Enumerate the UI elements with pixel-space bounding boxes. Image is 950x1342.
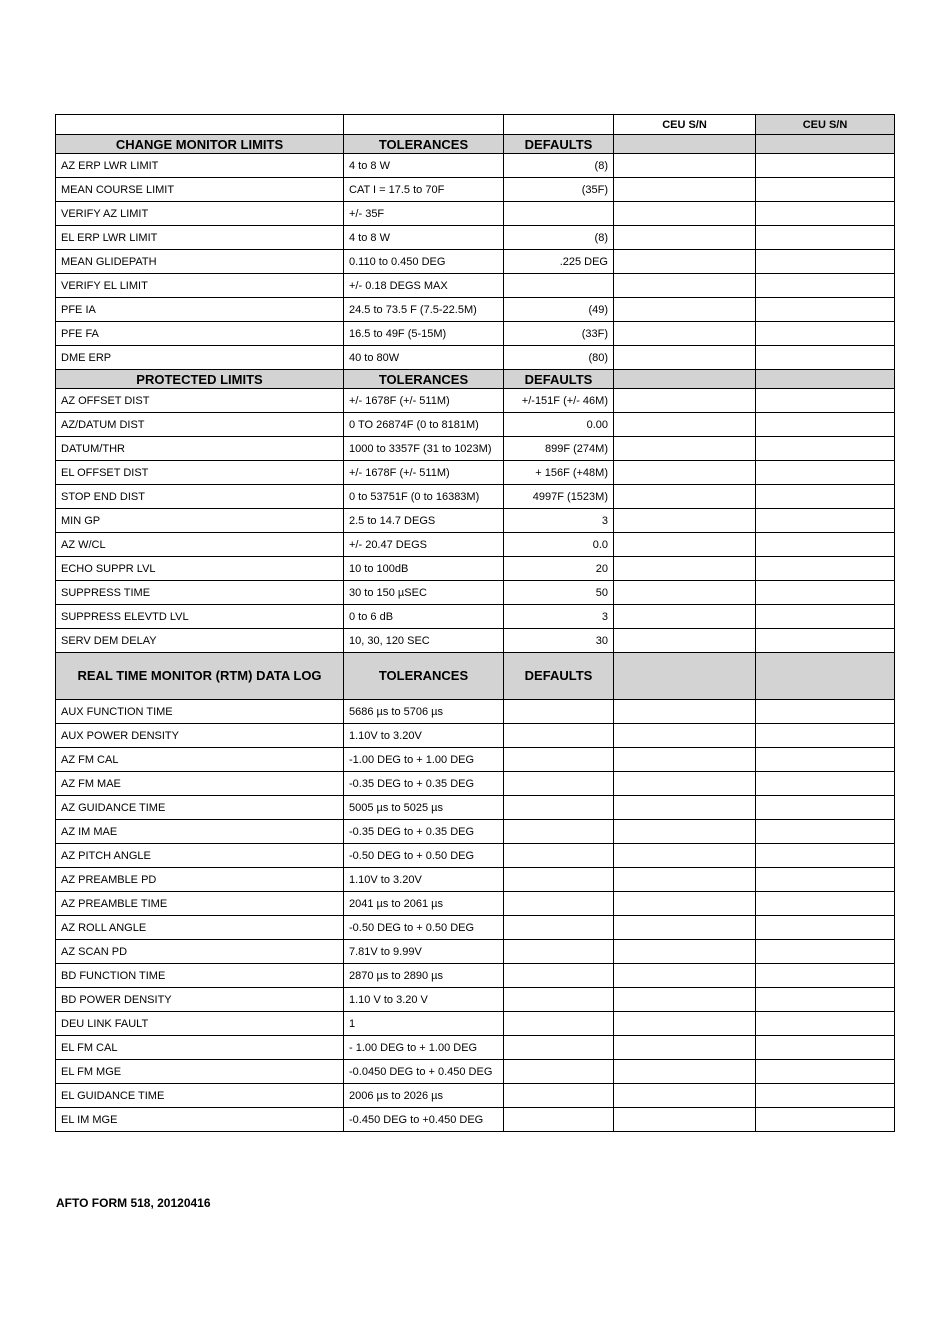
- table-row: [56, 940, 895, 964]
- default-value: [504, 868, 614, 892]
- default-value: [504, 820, 614, 844]
- parameter-name: DEU LINK FAULT: [56, 1012, 344, 1036]
- table-row: [56, 581, 895, 605]
- tolerance-value: 1.10V to 3.20V: [344, 868, 504, 892]
- ceu-sn-1-entry-field[interactable]: [614, 605, 756, 629]
- tolerance-value: 16.5 to 49F (5-15M): [344, 322, 504, 346]
- parameter-name: BD FUNCTION TIME: [56, 964, 344, 988]
- tolerances-column-header: TOLERANCES: [344, 653, 504, 700]
- parameter-name: PFE FA: [56, 322, 344, 346]
- ceu-sn-2-entry-field[interactable]: [756, 533, 895, 557]
- default-value: (33F): [504, 322, 614, 346]
- table-row: [56, 322, 895, 346]
- default-value: [504, 796, 614, 820]
- table-row: [56, 605, 895, 629]
- tolerances-column-header: TOLERANCES: [344, 370, 504, 389]
- ceu-sn-2-entry-field[interactable]: [756, 988, 895, 1012]
- ceu-sn-1-entry-field[interactable]: [614, 988, 756, 1012]
- parameter-name: STOP END DIST: [56, 485, 344, 509]
- parameter-name: EL FM MGE: [56, 1060, 344, 1084]
- tolerance-value: 24.5 to 73.5 F (7.5-22.5M): [344, 298, 504, 322]
- tolerance-value: +/- 20.47 DEGS: [344, 533, 504, 557]
- default-value: 0.00: [504, 413, 614, 437]
- ceu-sn-1-entry-field[interactable]: [614, 274, 756, 298]
- ceu-sn-1-entry-field[interactable]: [614, 629, 756, 653]
- ceu-sn-1-entry-field[interactable]: [614, 772, 756, 796]
- ceu-sn-1-entry-field[interactable]: [614, 322, 756, 346]
- parameter-name: AZ FM CAL: [56, 748, 344, 772]
- tolerance-value: 4 to 8 W: [344, 154, 504, 178]
- section-title: PROTECTED LIMITS: [56, 370, 344, 389]
- tolerance-value: 10, 30, 120 SEC: [344, 629, 504, 653]
- form-footer: AFTO FORM 518, 20120416: [56, 1196, 211, 1210]
- tolerance-value: 40 to 80W: [344, 346, 504, 370]
- ceu-sn-1-section-cell: [614, 653, 756, 700]
- table-row: [56, 485, 895, 509]
- parameter-name: MEAN COURSE LIMIT: [56, 178, 344, 202]
- tolerance-value: CAT I = 17.5 to 70F: [344, 178, 504, 202]
- parameter-name: AUX POWER DENSITY: [56, 724, 344, 748]
- default-value: .225 DEG: [504, 250, 614, 274]
- ceu-sn-header-2: CEU S/N: [756, 115, 895, 135]
- tolerance-value: +/- 0.18 DEGS MAX: [344, 274, 504, 298]
- ceu-sn-1-entry-field[interactable]: [614, 1084, 756, 1108]
- ceu-sn-2-entry-field[interactable]: [756, 202, 895, 226]
- ceu-sn-2-entry-field[interactable]: [756, 250, 895, 274]
- table-row: [56, 154, 895, 178]
- tolerance-value: 5005 µs to 5025 µs: [344, 796, 504, 820]
- ceu-sn-1-entry-field[interactable]: [614, 154, 756, 178]
- ceu-sn-header-1: CEU S/N: [614, 115, 756, 135]
- ceu-sn-1-entry-field[interactable]: [614, 533, 756, 557]
- parameter-name: MIN GP: [56, 509, 344, 533]
- parameter-name: PFE IA: [56, 298, 344, 322]
- default-value: [504, 988, 614, 1012]
- default-value: [504, 700, 614, 724]
- ceu-sn-2-entry-field[interactable]: [756, 916, 895, 940]
- parameter-name: AUX FUNCTION TIME: [56, 700, 344, 724]
- parameter-name: SUPPRESS ELEVTD LVL: [56, 605, 344, 629]
- ceu-sn-1-entry-field[interactable]: [614, 226, 756, 250]
- default-value: [504, 1084, 614, 1108]
- defaults-column-header: DEFAULTS: [504, 370, 614, 389]
- default-value: [504, 724, 614, 748]
- default-value: (80): [504, 346, 614, 370]
- ceu-sn-1-entry-field[interactable]: [614, 437, 756, 461]
- default-value: [504, 202, 614, 226]
- table-row: [56, 1084, 895, 1108]
- tolerance-value: 2.5 to 14.7 DEGS: [344, 509, 504, 533]
- table-row: [56, 533, 895, 557]
- default-value: [504, 1012, 614, 1036]
- parameter-name: SUPPRESS TIME: [56, 581, 344, 605]
- ceu-sn-1-entry-field[interactable]: [614, 700, 756, 724]
- ceu-sn-1-entry-field[interactable]: [614, 820, 756, 844]
- default-value: (8): [504, 226, 614, 250]
- ceu-sn-2-entry-field[interactable]: [756, 820, 895, 844]
- tolerance-value: -0.35 DEG to + 0.35 DEG: [344, 772, 504, 796]
- tolerance-value: -0.0450 DEG to + 0.450 DEG: [344, 1060, 504, 1084]
- parameter-name: EL ERP LWR LIMIT: [56, 226, 344, 250]
- parameter-name: MEAN GLIDEPATH: [56, 250, 344, 274]
- default-value: [504, 274, 614, 298]
- section-header: [56, 653, 895, 700]
- ceu-sn-2-entry-field[interactable]: [756, 346, 895, 370]
- table-row: [56, 509, 895, 533]
- parameter-name: DME ERP: [56, 346, 344, 370]
- default-value: 20: [504, 557, 614, 581]
- default-value: (8): [504, 154, 614, 178]
- table-row: [56, 202, 895, 226]
- table-row: [56, 892, 895, 916]
- table-row: [56, 346, 895, 370]
- tolerance-value: 10 to 100dB: [344, 557, 504, 581]
- ceu-sn-2-entry-field[interactable]: [756, 509, 895, 533]
- parameter-name: AZ ROLL ANGLE: [56, 916, 344, 940]
- default-value: 3: [504, 509, 614, 533]
- table-row: [56, 298, 895, 322]
- ceu-sn-2-entry-field[interactable]: [756, 557, 895, 581]
- ceu-sn-1-entry-field[interactable]: [614, 1012, 756, 1036]
- table-row: [56, 964, 895, 988]
- tolerance-value: 0 to 6 dB: [344, 605, 504, 629]
- ceu-sn-1-section-cell: [614, 135, 756, 154]
- parameter-name: DATUM/THR: [56, 437, 344, 461]
- table-row: [56, 988, 895, 1012]
- table-row: [56, 1060, 895, 1084]
- tolerance-value: - 1.00 DEG to + 1.00 DEG: [344, 1036, 504, 1060]
- ceu-sn-1-section-cell: [614, 370, 756, 389]
- ceu-sn-2-entry-field[interactable]: [756, 1084, 895, 1108]
- ceu-sn-2-entry-field[interactable]: [756, 485, 895, 509]
- ceu-sn-1-entry-field[interactable]: [614, 1108, 756, 1132]
- tolerance-value: 1: [344, 1012, 504, 1036]
- ceu-sn-1-entry-field[interactable]: [614, 461, 756, 485]
- table-row: [56, 820, 895, 844]
- default-value: + 156F (+48M): [504, 461, 614, 485]
- ceu-sn-1-entry-field[interactable]: [614, 868, 756, 892]
- default-value: [504, 844, 614, 868]
- default-value: [504, 1108, 614, 1132]
- table-row: [56, 1012, 895, 1036]
- tolerance-value: 2041 µs to 2061 µs: [344, 892, 504, 916]
- table-row: [56, 178, 895, 202]
- default-value: (49): [504, 298, 614, 322]
- table-row: [56, 413, 895, 437]
- ceu-sn-1-entry-field[interactable]: [614, 485, 756, 509]
- default-value: [504, 1060, 614, 1084]
- default-value: [504, 892, 614, 916]
- ceu-sn-2-entry-field[interactable]: [756, 154, 895, 178]
- header-row: [56, 115, 895, 135]
- tolerance-value: 2006 µs to 2026 µs: [344, 1084, 504, 1108]
- tolerance-value: 5686 µs to 5706 µs: [344, 700, 504, 724]
- parameter-name: EL OFFSET DIST: [56, 461, 344, 485]
- parameter-name: AZ ERP LWR LIMIT: [56, 154, 344, 178]
- tolerance-value: -0.35 DEG to + 0.35 DEG: [344, 820, 504, 844]
- ceu-sn-2-section-cell: [756, 653, 895, 700]
- table-row: [56, 748, 895, 772]
- default-value: 50: [504, 581, 614, 605]
- default-value: [504, 772, 614, 796]
- ceu-sn-1-entry-field[interactable]: [614, 916, 756, 940]
- default-value: [504, 748, 614, 772]
- table-row: [56, 226, 895, 250]
- ceu-sn-1-entry-field[interactable]: [614, 202, 756, 226]
- ceu-sn-1-entry-field[interactable]: [614, 1060, 756, 1084]
- tolerance-value: 1.10 V to 3.20 V: [344, 988, 504, 1012]
- table-row: [56, 724, 895, 748]
- tolerance-value: +/- 1678F (+/- 511M): [344, 389, 504, 413]
- default-value: 3: [504, 605, 614, 629]
- default-value: 30: [504, 629, 614, 653]
- tolerance-value: -1.00 DEG to + 1.00 DEG: [344, 748, 504, 772]
- tolerance-value: 1.10V to 3.20V: [344, 724, 504, 748]
- ceu-sn-2-entry-field[interactable]: [756, 389, 895, 413]
- ceu-sn-1-entry-field[interactable]: [614, 413, 756, 437]
- default-value: (35F): [504, 178, 614, 202]
- table-row: [56, 250, 895, 274]
- ceu-sn-2-entry-field[interactable]: [756, 964, 895, 988]
- ceu-sn-1-entry-field[interactable]: [614, 724, 756, 748]
- parameter-name: ECHO SUPPR LVL: [56, 557, 344, 581]
- ceu-sn-1-entry-field[interactable]: [614, 748, 756, 772]
- default-value: [504, 940, 614, 964]
- parameter-name: AZ PREAMBLE PD: [56, 868, 344, 892]
- ceu-sn-1-entry-field[interactable]: [614, 557, 756, 581]
- ceu-sn-2-entry-field[interactable]: [756, 437, 895, 461]
- parameter-name: SERV DEM DELAY: [56, 629, 344, 653]
- tolerance-value: 30 to 150 µSEC: [344, 581, 504, 605]
- table-row: [56, 274, 895, 298]
- table-row: [56, 868, 895, 892]
- ceu-sn-2-entry-field[interactable]: [756, 1036, 895, 1060]
- section-header: [56, 135, 895, 154]
- parameter-name: EL GUIDANCE TIME: [56, 1084, 344, 1108]
- ceu-sn-1-entry-field[interactable]: [614, 892, 756, 916]
- parameter-name: EL IM MGE: [56, 1108, 344, 1132]
- parameter-name: VERIFY AZ LIMIT: [56, 202, 344, 226]
- table-row: [56, 1036, 895, 1060]
- defaults-column-header: DEFAULTS: [504, 135, 614, 154]
- table-row: [56, 1108, 895, 1132]
- parameter-name: AZ FM MAE: [56, 772, 344, 796]
- tolerance-value: +/- 35F: [344, 202, 504, 226]
- ceu-sn-1-entry-field[interactable]: [614, 178, 756, 202]
- ceu-sn-2-entry-field[interactable]: [756, 1060, 895, 1084]
- defaults-column-header: DEFAULTS: [504, 653, 614, 700]
- default-value: 0.0: [504, 533, 614, 557]
- ceu-sn-2-entry-field[interactable]: [756, 724, 895, 748]
- ceu-sn-1-entry-field[interactable]: [614, 964, 756, 988]
- section-header: [56, 370, 895, 389]
- ceu-sn-2-entry-field[interactable]: [756, 274, 895, 298]
- table-row: [56, 461, 895, 485]
- parameter-name: AZ PREAMBLE TIME: [56, 892, 344, 916]
- parameter-name: AZ IM MAE: [56, 820, 344, 844]
- ceu-sn-2-entry-field[interactable]: [756, 298, 895, 322]
- ceu-sn-2-entry-field[interactable]: [756, 892, 895, 916]
- ceu-sn-2-entry-field[interactable]: [756, 226, 895, 250]
- parameter-name: AZ GUIDANCE TIME: [56, 796, 344, 820]
- limits-form-table: [55, 114, 895, 1132]
- ceu-sn-2-entry-field[interactable]: [756, 748, 895, 772]
- ceu-sn-2-entry-field[interactable]: [756, 844, 895, 868]
- table-row: [56, 700, 895, 724]
- ceu-sn-2-section-cell: [756, 370, 895, 389]
- ceu-sn-2-entry-field[interactable]: [756, 581, 895, 605]
- ceu-sn-2-entry-field[interactable]: [756, 868, 895, 892]
- ceu-sn-1-entry-field[interactable]: [614, 940, 756, 964]
- table-row: [56, 557, 895, 581]
- tolerances-column-header: TOLERANCES: [344, 135, 504, 154]
- ceu-sn-1-entry-field[interactable]: [614, 250, 756, 274]
- default-value: +/-151F (+/- 46M): [504, 389, 614, 413]
- ceu-sn-1-entry-field[interactable]: [614, 796, 756, 820]
- table-row: [56, 844, 895, 868]
- ceu-sn-2-entry-field[interactable]: [756, 178, 895, 202]
- table-row: [56, 772, 895, 796]
- table-row: [56, 437, 895, 461]
- default-value: [504, 916, 614, 940]
- ceu-sn-1-entry-field[interactable]: [614, 581, 756, 605]
- table-row: [56, 916, 895, 940]
- table-row: [56, 629, 895, 653]
- ceu-sn-2-entry-field[interactable]: [756, 772, 895, 796]
- parameter-name: EL FM CAL: [56, 1036, 344, 1060]
- parameter-name: AZ SCAN PD: [56, 940, 344, 964]
- ceu-sn-2-entry-field[interactable]: [756, 629, 895, 653]
- ceu-sn-2-entry-field[interactable]: [756, 413, 895, 437]
- header-blank-default: [504, 115, 614, 135]
- parameter-name: AZ W/CL: [56, 533, 344, 557]
- tolerance-value: 1000 to 3357F (31 to 1023M): [344, 437, 504, 461]
- ceu-sn-1-entry-field[interactable]: [614, 389, 756, 413]
- default-value: 4997F (1523M): [504, 485, 614, 509]
- section-title: CHANGE MONITOR LIMITS: [56, 135, 344, 154]
- tolerance-value: 0 TO 26874F (0 to 8181M): [344, 413, 504, 437]
- ceu-sn-1-entry-field[interactable]: [614, 509, 756, 533]
- tolerance-value: -0.50 DEG to + 0.50 DEG: [344, 844, 504, 868]
- ceu-sn-1-entry-field[interactable]: [614, 298, 756, 322]
- default-value: [504, 964, 614, 988]
- tolerance-value: 0 to 53751F (0 to 16383M): [344, 485, 504, 509]
- default-value: [504, 1036, 614, 1060]
- ceu-sn-2-section-cell: [756, 135, 895, 154]
- ceu-sn-1-entry-field[interactable]: [614, 1036, 756, 1060]
- tolerance-value: 7.81V to 9.99V: [344, 940, 504, 964]
- ceu-sn-2-entry-field[interactable]: [756, 796, 895, 820]
- table-row: [56, 389, 895, 413]
- tolerance-value: -0.450 DEG to +0.450 DEG: [344, 1108, 504, 1132]
- tolerance-value: 0.110 to 0.450 DEG: [344, 250, 504, 274]
- ceu-sn-2-entry-field[interactable]: [756, 940, 895, 964]
- ceu-sn-1-entry-field[interactable]: [614, 844, 756, 868]
- ceu-sn-2-entry-field[interactable]: [756, 605, 895, 629]
- ceu-sn-2-entry-field[interactable]: [756, 700, 895, 724]
- tolerance-value: 2870 µs to 2890 µs: [344, 964, 504, 988]
- ceu-sn-2-entry-field[interactable]: [756, 1012, 895, 1036]
- section-title: REAL TIME MONITOR (RTM) DATA LOG: [56, 653, 344, 700]
- ceu-sn-2-entry-field[interactable]: [756, 322, 895, 346]
- parameter-name: AZ OFFSET DIST: [56, 389, 344, 413]
- tolerance-value: +/- 1678F (+/- 511M): [344, 461, 504, 485]
- header-blank-name: [56, 115, 344, 135]
- tolerance-value: -0.50 DEG to + 0.50 DEG: [344, 916, 504, 940]
- parameter-name: BD POWER DENSITY: [56, 988, 344, 1012]
- parameter-name: VERIFY EL LIMIT: [56, 274, 344, 298]
- ceu-sn-2-entry-field[interactable]: [756, 461, 895, 485]
- tolerance-value: 4 to 8 W: [344, 226, 504, 250]
- ceu-sn-2-entry-field[interactable]: [756, 1108, 895, 1132]
- default-value: 899F (274M): [504, 437, 614, 461]
- parameter-name: AZ/DATUM DIST: [56, 413, 344, 437]
- parameter-name: AZ PITCH ANGLE: [56, 844, 344, 868]
- table-row: [56, 796, 895, 820]
- ceu-sn-1-entry-field[interactable]: [614, 346, 756, 370]
- header-blank-tolerance: [344, 115, 504, 135]
